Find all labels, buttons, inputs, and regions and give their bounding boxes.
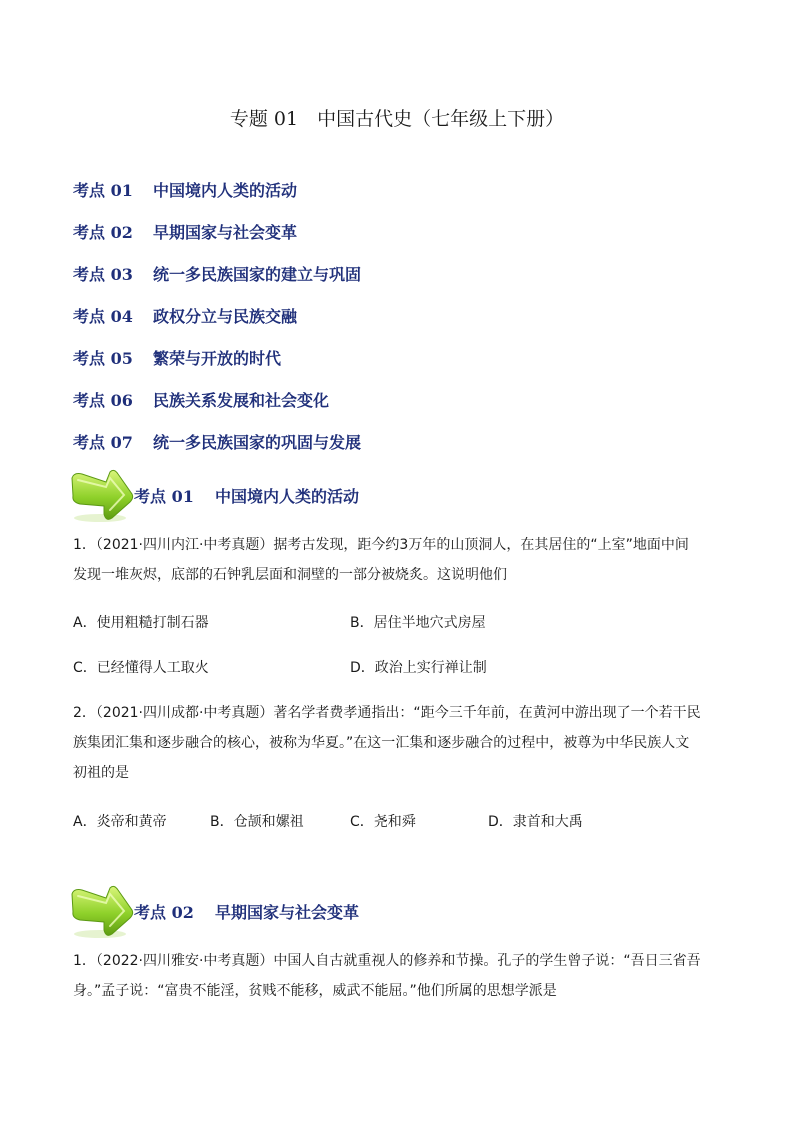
question-text-line: 发现一堆灰烬，底部的石钟乳层面和洞壁的一部分被烧炙。这说明他们 — [73, 567, 507, 583]
toc-item-number: 考点 02 — [73, 223, 133, 242]
section-heading — [70, 468, 730, 526]
question-text-line: 2．（2021·四川成都·中考真题）著名学者费孝通指出：“距今三千年前，在黄河中游出现了一个若干民 — [73, 705, 701, 721]
option-b[interactable]: B．居住半地穴式房屋 — [350, 615, 486, 631]
toc-item-title: 中国境内人类的活动 — [153, 181, 298, 200]
option-b[interactable]: B．仓颉和嫘祖 — [210, 814, 304, 830]
option-c[interactable]: C．已经懂得人工取火 — [73, 660, 209, 676]
section-label — [134, 484, 359, 507]
question-text-line: 身。”孟子说：“富贵不能淫，贫贱不能移，威武不能屈。”他们所属的思想学派是 — [73, 983, 557, 999]
section-title: 中国境内人类的活动 — [215, 487, 360, 506]
option-a[interactable]: A．使用粗糙打制石器 — [73, 615, 209, 631]
toc-item-number: 考点 01 — [73, 181, 133, 200]
toc-item[interactable] — [73, 304, 361, 346]
toc-item[interactable] — [73, 262, 361, 304]
toc-item-number: 考点 05 — [73, 349, 133, 368]
toc-item[interactable] — [73, 388, 361, 430]
section-label — [134, 900, 359, 923]
toc-item-title: 民族关系发展和社会变化 — [153, 391, 330, 410]
green-arrow-icon — [70, 884, 134, 940]
toc-item[interactable] — [73, 220, 361, 262]
toc-item[interactable] — [73, 430, 361, 472]
question-text-line: 初祖的是 — [73, 765, 129, 781]
document-title: 专题 01 中国古代史（七年级上下册） — [229, 108, 565, 130]
table-of-contents — [73, 178, 361, 472]
section-title: 早期国家与社会变革 — [215, 903, 360, 922]
toc-item-title: 早期国家与社会变革 — [153, 223, 298, 242]
toc-item-number: 考点 04 — [73, 307, 133, 326]
option-a[interactable]: A．炎帝和黄帝 — [73, 814, 167, 830]
question-2 — [73, 698, 728, 788]
green-arrow-icon — [70, 468, 134, 524]
question-1 — [73, 946, 728, 1006]
section-number: 考点 01 — [134, 487, 194, 506]
toc-item[interactable] — [73, 346, 361, 388]
question-text-line: 族集团汇集和逐步融合的核心，被称为华夏。”在这一汇集和逐步融合的过程中，被尊为中华民族人文 — [73, 735, 690, 751]
toc-item-title: 统一多民族国家的巩固与发展 — [153, 433, 362, 452]
toc-item-number: 考点 07 — [73, 433, 133, 452]
question-text-line: 1．（2022·四川雅安·中考真题）中国人自古就重视人的修养和节操。孔子的学生曾子说：“吾日三省吾 — [73, 953, 701, 969]
toc-item-title: 统一多民族国家的建立与巩固 — [153, 265, 362, 284]
toc-item-number: 考点 06 — [73, 391, 133, 410]
question-1 — [73, 530, 728, 590]
question-text-line: 1．（2021·四川内江·中考真题）据考古发现，距今约3万年的山顶洞人，在其居住的“上室”地面中间 — [73, 537, 689, 553]
option-c[interactable]: C．尧和舜 — [350, 814, 416, 830]
option-d[interactable]: D．政治上实行禅让制 — [350, 660, 487, 676]
section-heading — [70, 884, 730, 942]
option-d[interactable]: D．隶首和大禹 — [488, 814, 583, 830]
toc-item-number: 考点 03 — [73, 265, 133, 284]
toc-item[interactable] — [73, 178, 361, 220]
toc-item-title: 政权分立与民族交融 — [153, 307, 298, 326]
toc-item-title: 繁荣与开放的时代 — [153, 349, 282, 368]
section-number: 考点 02 — [134, 903, 194, 922]
